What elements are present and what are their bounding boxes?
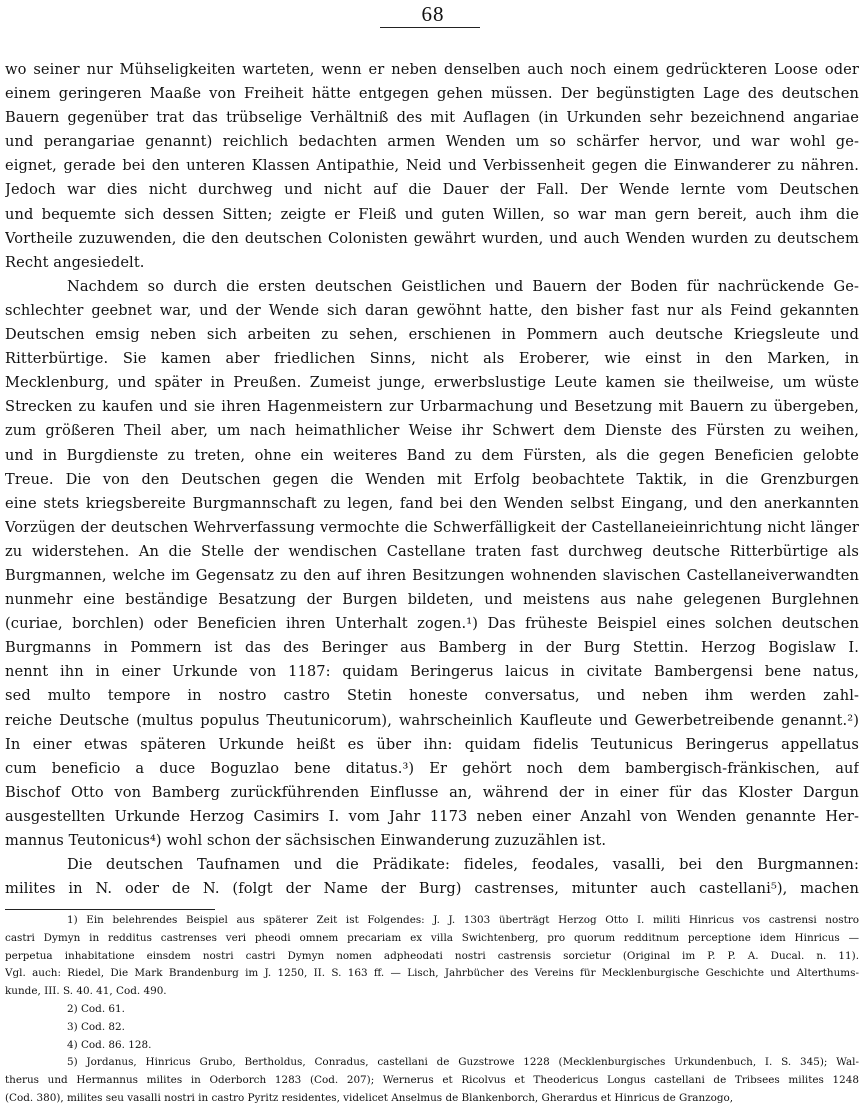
body-line: mannus Teutonicus⁴) wohl schon der sächsischen Einwanderung zuzuzählen ist.: [5, 832, 607, 849]
footnote-line: perpetua inhabitatione einsdem nostri castri Dymyn nomen adpheodati nostri castrensis sorcietur (Original im P. P. A. Ducal. n. 11).: [5, 949, 859, 962]
footnote-line: 2) Cod. 61.: [67, 1002, 125, 1015]
body-line: und bequemte sich dessen Sitten; zeigte er Fleiß und guten Willen, so war man gern bereit, auch ihm die: [5, 205, 859, 223]
body-line: einem geringeren Maaße von Freiheit hätte entgegen gehen müssen. Der begünstigten Lage des deutschen: [5, 85, 859, 103]
body-line: In einer etwas späteren Urkunde heißt es über ihn: quidam fidelis Teutunicus Beringerus appellatus: [5, 735, 859, 753]
body-line: und perangariae genannt) reichlich bedachten armen Wenden um so schärfer hervor, und war wohl ge-: [5, 133, 859, 151]
footnote-line: 3) Cod. 82.: [67, 1020, 125, 1033]
body-line: Ritterbürtige. Sie kamen aber friedlichen Sinns, nicht als Eroberer, wie einst in den Marken, in: [5, 350, 859, 368]
footnote-line: 5) Jordanus, Hinricus Grubo, Bertholdus, Conradus, castellani de Guzstrowe 1228 (Mecklenburgisches Urkundenbuch, I. S. 345); Wal-: [67, 1056, 859, 1069]
footnote-line: castri Dymyn in redditus castrenses veri pheodi omnem precariam ex villa Swichtenberg, pro quorum redditnum perceptione idem Hinricus —: [5, 931, 859, 944]
body-line: Nachdem so durch die ersten deutschen Geistlichen und Bauern der Boden für nachrückende Ge-: [67, 277, 859, 295]
body-line: wo seiner nur Mühseligkeiten warteten, wenn er neben denselben auch noch einem gedrückteren Loose oder: [5, 61, 859, 78]
page-number-rule: [380, 27, 480, 28]
body-line: Bischof Otto von Bamberg zurückführenden Einflusse an, während der in einer für das Kloster Dargun: [5, 783, 859, 801]
body-line: Deutschen emsig neben sich arbeiten zu sehen, erschienen in Pommern auch deutsche Kriegsleute und: [5, 326, 859, 344]
body-line: Mecklenburg, und später in Preußen. Zumeist junge, erwerbslustige Leute kamen sie theilweise, um wüste: [5, 374, 859, 392]
body-line: nennt ihn in einer Urkunde von 1187: quidam Beringerus laicus in civitate Bambergensi bene natus,: [5, 663, 859, 681]
body-line: zum größeren Theil aber, um nach heimathlicher Weise ihr Schwert dem Dienste des Fürsten zu weihen,: [5, 422, 859, 440]
body-line: eignet, gerade bei den unteren Klassen Antipathie, Neid und Verbissenheit gegen die Einwanderer zu nähren.: [5, 157, 859, 175]
body-line: Burgmanns in Pommern ist das des Beringer aus Bamberg in der Burg Stettin. Herzog Bogislaw I.: [5, 639, 859, 657]
body-line: eine stets kriegsbereite Burgmannschaft zu legen, fand bei den Wenden selbst Eingang, und den anerkannten: [5, 494, 859, 512]
footnote-line: 4) Cod. 86. 128.: [67, 1038, 152, 1051]
body-line: cum beneficio a duce Boguzlao bene ditatus.³) Er gehört noch dem bambergisch-fränkischen, auf: [5, 759, 859, 777]
body-line: reiche Deutsche (multus populus Theutunicorum), wahrscheinlich Kaufleute und Gewerbetreibende genannt.²): [5, 711, 859, 729]
body-line: Vortheile zuzuwenden, die den deutschen Colonisten gewährt wurden, und auch Wenden wurden zu deutschem: [5, 229, 859, 247]
footnote-line: 1) Ein belehrendes Beispiel aus späterer Zeit ist Folgendes: J. J. 1303 überträgt Herzog Otto I. militi Hinricus vos castrensi nostro: [67, 914, 859, 926]
body-line: Recht angesiedelt.: [5, 253, 145, 271]
footnote-separator: [5, 909, 215, 910]
body-line: Vorzügen der deutschen Wehrverfassung vermochte die Schwerfälligkeit der Castellaneieinrichtung nicht länger: [5, 518, 859, 536]
footnote-line: Vgl. auch: Riedel, Die Mark Brandenburg im J. 1250, II. S. 163 ff. — Lisch, Jahrbücher des Vereins für Mecklenburgische Geschichte und Alterthums-: [5, 967, 859, 980]
footnote-line: kunde, III. S. 40. 41, Cod. 490.: [5, 985, 167, 998]
body-line: Jedoch war dies nicht durchweg und nicht auf die Dauer der Fall. Der Wende lernte vom Deutschen: [5, 181, 859, 199]
body-line: Treue. Die von den Deutschen gegen die Wenden mit Erfolg beobachtete Taktik, in die Grenzburgen: [5, 470, 859, 488]
footnotes: [5, 912, 859, 1108]
body-line: und in Burgdienste zu treten, ohne ein weiteres Band zu dem Fürsten, als die gegen Beneficien gelobte: [5, 446, 859, 464]
body-line: Burgmannen, welche im Gegensatz zu den auf ihren Besitzungen wohnenden slavischen Castellaneiverwandten: [5, 566, 859, 584]
body-line: Bauern gegenüber trat das trübselige Verhältniß des mit Auflagen (in Urkunden sehr bezeichnend angariae: [5, 109, 859, 127]
body-line: ausgestellten Urkunde Herzog Casimirs I. vom Jahr 1173 neben einer Anzahl von Wenden genannte Her-: [5, 807, 859, 825]
body-line: schlechter geebnet war, und der Wende sich daran gewöhnt hatte, den bisher fast nur als Feind gekannten: [5, 301, 859, 319]
page-number: 68: [421, 2, 445, 26]
body-line: (curiae, borchlen) oder Beneficien ihren Unterhalt zogen.¹) Das früheste Beispiel eines solchen deutschen: [5, 615, 859, 633]
footnote-line: therus und Hermannus milites in Oderborch 1283 (Cod. 207); Wernerus et Ricolvus et Theodericus Longus castellani de Tribsees milites 1248: [5, 1074, 859, 1087]
body-text: [5, 58, 859, 901]
body-line: Strecken zu kaufen und sie ihren Hagenmeistern zur Urbarmachung und Besetzung mit Bauern zu übergeben,: [5, 398, 859, 416]
body-line: nunmehr eine beständige Besatzung der Burgen bildeten, und meistens aus nahe gelegenen Burglehnen: [5, 591, 859, 609]
body-line: zu widerstehen. An die Stelle der wendischen Castellane traten fast durchweg deutsche Ritterbürtige als: [5, 542, 859, 560]
footnote-line: (Cod. 380), milites seu vasalli nostri in castro Pyritz residentes, videlicet Anselmus de Blankenborch, Gherardus et Hinricus de Granzogo,: [5, 1091, 734, 1104]
body-line: milites in N. oder de N. (folgt der Name der Burg) castrenses, mitunter auch castellani⁵), machen: [5, 880, 859, 898]
body-line: sed multo tempore in nostro castro Stetin honeste conversatus, und neben ihm werden zahl-: [5, 687, 859, 705]
body-line: Die deutschen Taufnamen und die Prädikate: fideles, feodales, vasalli, bei den Burgmannen:: [67, 856, 859, 874]
